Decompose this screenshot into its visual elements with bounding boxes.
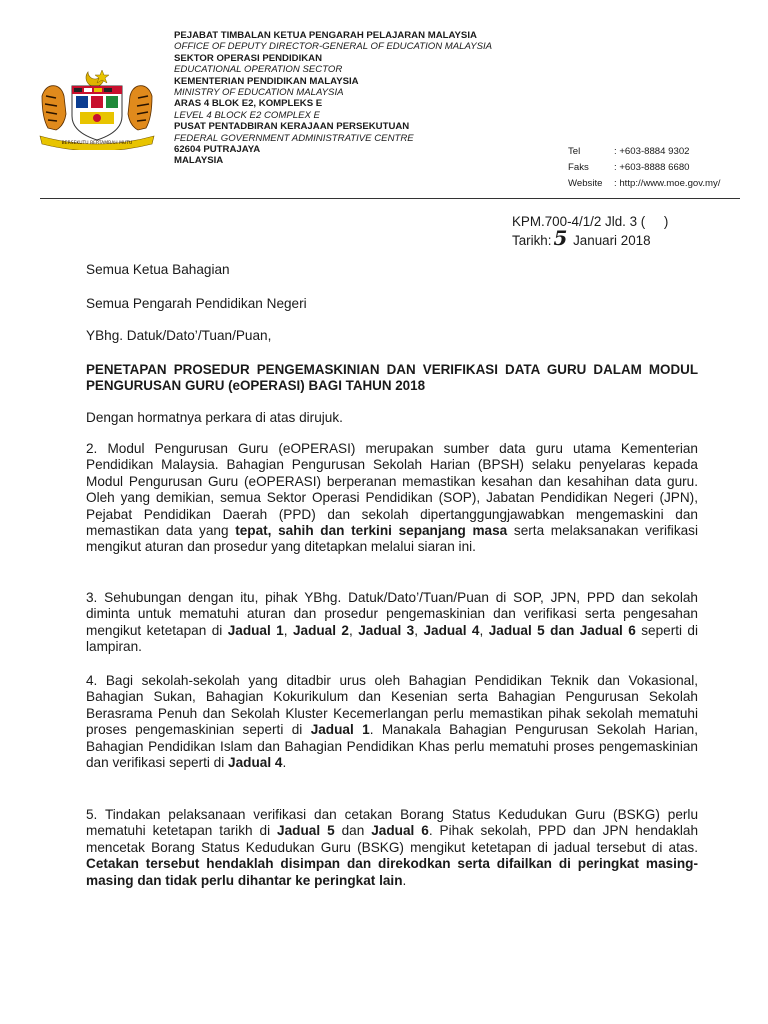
addressee-2: Semua Pengarah Pendidikan Negeri: [86, 296, 307, 311]
date-label: Tarikh:: [512, 233, 552, 248]
tel-value: : +603-8884 9302: [614, 146, 690, 157]
date-day-handwritten: 5: [553, 226, 568, 250]
letterhead-line: ARAS 4 BLOK E2, KOMPLEKS E: [174, 98, 323, 110]
letterhead-line: FEDERAL GOVERNMENT ADMINISTRATIVE CENTRE: [174, 132, 414, 144]
letterhead-line: OFFICE OF DEPUTY DIRECTOR-GENERAL OF EDUCATION MALAYSIA: [174, 41, 493, 53]
website-label: Website: [568, 178, 603, 189]
paragraph-4: 4. Bagi sekolah-sekolah yang ditadbir urus oleh Bahagian Pendidikan Teknik dan Vokasional, Bahagian Sukan, Bahagian Kokurikulum dan Kesenian serta Bahagian Pengurusan Sekolah Berasrama Penuh dan Sekolah Kluster Kecemerlangan perlu memastikan pihak sekolah mematuhi proses pengemaskinian seperti di Jadual 1. Manakala Bahagian Pengurusan Sekolah Harian, Bahagian Pendidikan Islam dan Bahagian Pendidikan Khas perlu mematuhi proses pengemaskinian dan verifikasi seperti di Jadual 4.: [86, 673, 698, 771]
letterhead-line: PUSAT PENTADBIRAN KERAJAAN PERSEKUTUAN: [174, 121, 410, 133]
salutation: YBhg. Datuk/Dato’/Tuan/Puan,: [86, 328, 272, 343]
fax-value: : +603-8888 6680: [614, 162, 690, 173]
letterhead-line: KEMENTERIAN PENDIDIKAN MALAYSIA: [174, 75, 359, 87]
date-rest: Januari 2018: [573, 233, 651, 248]
opening-line: Dengan hormatnya perkara di atas dirujuk.: [86, 410, 343, 425]
subject-heading: PENETAPAN PROSEDUR PENGEMASKINIAN DAN VERIFIKASI DATA GURU DALAM MODUL PENGURUSAN GURU (eOPERASI) BAGI TAHUN 2018: [86, 362, 698, 394]
reference-number: KPM.700-4/1/2 Jld. 3 ( ): [512, 214, 669, 229]
letterhead-line: LEVEL 4 BLOCK E2 COMPLEX E: [174, 109, 320, 121]
letterhead-line: PEJABAT TIMBALAN KETUA PENGARAH PELAJARAN MALAYSIA: [174, 30, 477, 41]
header-divider: [40, 198, 740, 199]
paragraph-3: 3. Sehubungan dengan itu, pihak YBhg. Datuk/Dato’/Tuan/Puan di SOP, JPN, PPD dan sekolah diminta untuk mematuhi aturan dan prosedur pengemaskinian dan verifikasi serta pengesahan mengikut ketetapan di Jadual 1, Jadual 2, Jadual 3, Jadual 4, Jadual 5 dan Jadual 6 seperti di lampiran.: [86, 590, 699, 655]
letterhead: [174, 30, 492, 167]
letterhead-line: SEKTOR OPERASI PENDIDIKAN: [174, 52, 323, 64]
letterhead-line: MINISTRY OF EDUCATION MALAYSIA: [174, 87, 344, 99]
website-value: : http://www.moe.gov.my/: [614, 178, 721, 189]
letterhead-line: 62604 PUTRAJAYA: [174, 144, 261, 156]
letterhead-line: EDUCATIONAL OPERATION SECTOR: [174, 64, 343, 76]
letter-date: [512, 226, 668, 250]
addressee-1: Semua Ketua Bahagian: [86, 262, 230, 277]
crest-motto: BERSEKUTU BERTAMBAH MUTU: [61, 141, 133, 146]
letterhead-line: MALAYSIA: [174, 155, 224, 167]
fax-label: Faks: [568, 162, 589, 173]
paragraph-5: 5. Tindakan pelaksanaan verifikasi dan cetakan Borang Status Kedudukan Guru (BSKG) perlu mematuhi ketetapan tarikh di Jadual 5 dan Jadual 6. Pihak sekolah, PPD dan JPN hendaklah mencetak Borang Status Kedudukan Guru (BSKG) mengikut ketetapan di jadual tersebut di atas. Cetakan tersebut hendaklah disimpan dan direkodkan serta difailkan di peringkat masing-masing dan tidak perlu dihantar ke peringkat lain.: [86, 807, 699, 888]
coat-of-arms-icon: [36, 66, 158, 150]
reference-block: [512, 213, 668, 249]
paragraph-2: 2. Modul Pengurusan Guru (eOPERASI) merupakan sumber data guru utama Kementerian Pendidikan Malaysia. Bahagian Pengurusan Sekolah Harian (BPSH) selaku penyelaras kepada Modul Pengurusan Guru (eOPERASI) berperanan memastikan kesahan dan kesahihan data guru. Oleh yang demikian, semua Sektor Operasi Pendidikan (SOP), Jabatan Pendidikan Negeri (JPN), Pejabat Pendidikan Daerah (PPD) dan sekolah dipertanggungjawabkan mengemaskini dan memastikan data yang tepat, sahih dan terkini sepanjang masa serta melaksanakan verifikasi mengikut aturan dan prosedur yang ditetapkan melalui siaran ini.: [86, 441, 698, 555]
tel-label: Tel: [568, 146, 581, 157]
contact-details: [568, 144, 720, 192]
